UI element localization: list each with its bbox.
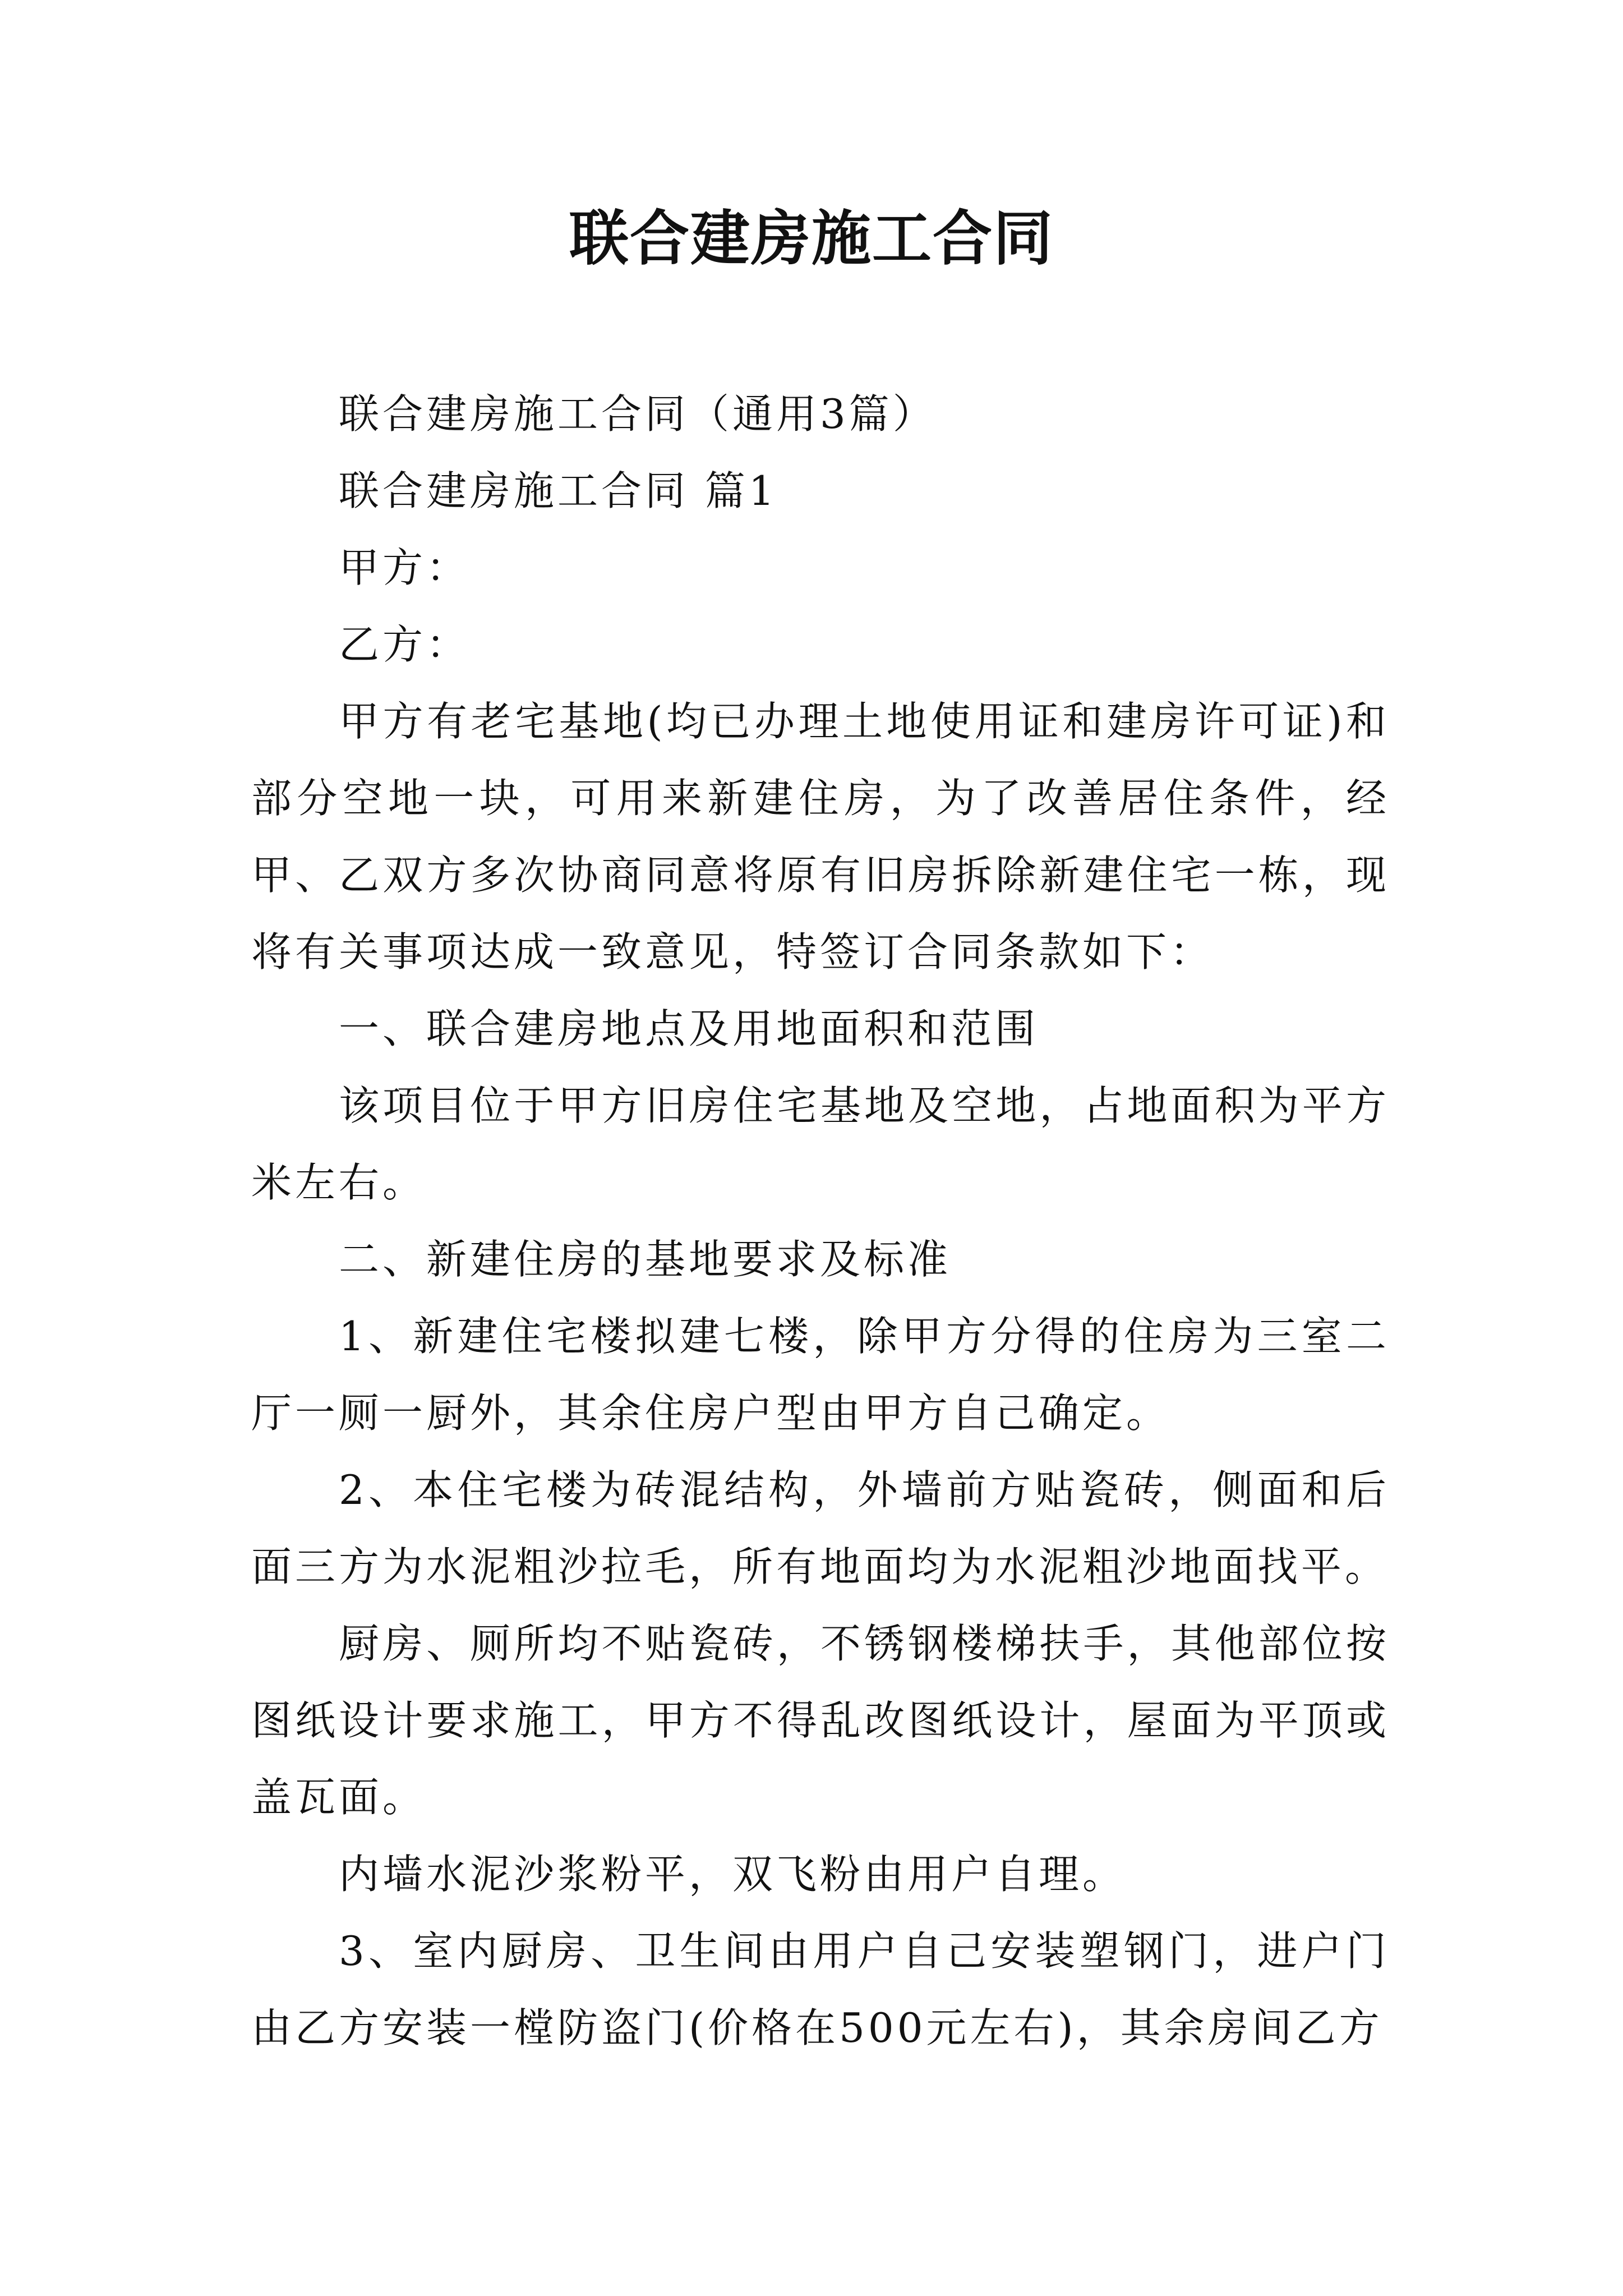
paragraph-clause-2-heading: 二、新建住房的基地要求及标准: [339, 1236, 952, 1283]
paragraph-item-1: 1、新建住宅楼拟建七楼，除甲方分得的住房为三室二厅一厕一厨外，其余住房户型由甲方自己确定。: [251, 1313, 1390, 1437]
paragraph-party-b: 乙方：: [339, 621, 471, 668]
paragraph-subtitle: 联合建房施工合同（通用3篇）: [339, 390, 937, 438]
document-body: [251, 376, 1390, 2067]
document-title: 联合建房施工合同: [569, 203, 1054, 273]
paragraph-preamble: 甲方有老宅基地(均已办理土地使用证和建房许可证)和部分空地一块，可用来新建住房，为了改善居住条件，经甲、乙双方多次协商同意将原有旧房拆除新建住宅一栋，现将有关事项达成一致意见，特签订合同条款如下：: [251, 698, 1390, 976]
paragraph-interior-wall: 内墙水泥沙浆粉平，双飞粉由用户自理。: [339, 1851, 1127, 1898]
paragraph-section-heading: 联合建房施工合同 篇1: [339, 467, 778, 514]
paragraph-clause-1-heading: 一、联合建房地点及用地面积和范围: [339, 1005, 1039, 1052]
paragraph-location: 该项目位于甲方旧房住宅基地及空地，占地面积为平方米左右。: [251, 1082, 1390, 1206]
paragraph-item-2: 2、本住宅楼为砖混结构，外墙前方贴瓷砖，侧面和后面三方为水泥粗沙拉毛，所有地面均为水泥粗沙地面找平。: [251, 1466, 1390, 1590]
paragraph-kitchen: 厨房、厕所均不贴瓷砖，不锈钢楼梯扶手，其他部位按图纸设计要求施工，甲方不得乱改图纸设计，屋面为平顶或盖瓦面。: [251, 1620, 1390, 1821]
paragraph-party-a: 甲方：: [339, 544, 471, 591]
paragraph-item-3: 3、室内厨房、卫生间由用户自己安装塑钢门，进户门由乙方安装一樘防盗门(价格在500元左右)，其余房间乙方: [251, 1927, 1390, 2051]
